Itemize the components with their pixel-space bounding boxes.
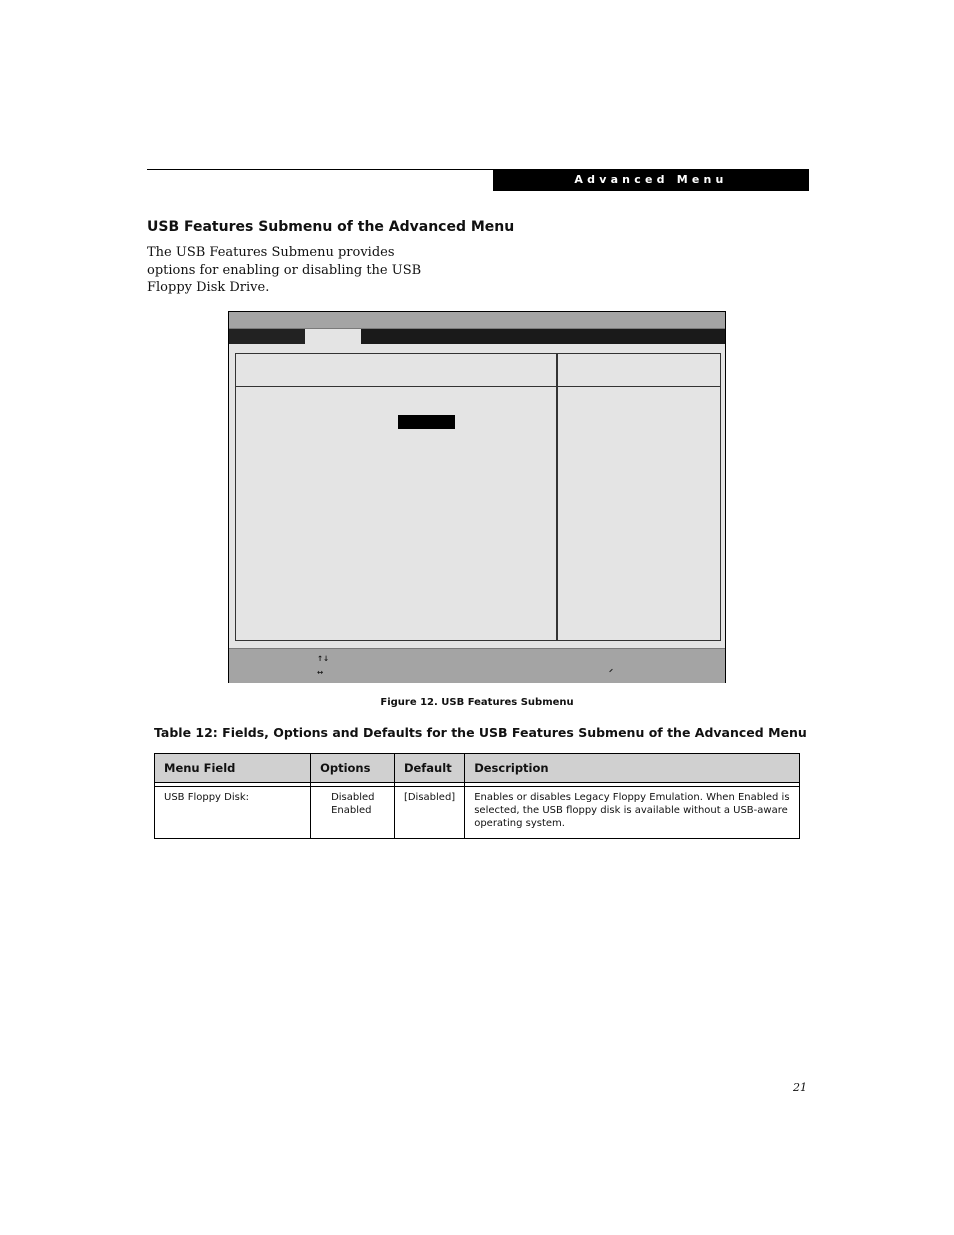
column-header-description: Description bbox=[465, 754, 800, 783]
table-title: Table 12: Fields, Options and Defaults for the USB Features Submenu of the Advanced Menu bbox=[154, 725, 807, 740]
column-header-options: Options bbox=[311, 754, 395, 783]
option-disabled: Disabled bbox=[331, 792, 375, 803]
bios-main-panel bbox=[235, 353, 557, 641]
intro-paragraph: The USB Features Submenu provides options for enabling or disabling the USB Floppy Disk Drive. bbox=[147, 245, 422, 295]
figure-caption: Figure 12. USB Features Submenu bbox=[380, 697, 574, 708]
header-rule bbox=[147, 169, 493, 170]
updown-arrows-icon: ↑↓ bbox=[317, 653, 330, 664]
fields-table bbox=[154, 753, 800, 839]
bios-footer bbox=[229, 648, 725, 683]
cell-description: Enables or disables Legacy Floppy Emulation. When Enabled is selected, the USB floppy disk is available without a USB-aware operating system. bbox=[465, 787, 800, 839]
bios-main-panel-header bbox=[235, 353, 556, 387]
section-title: USB Features Submenu of the Advanced Menu bbox=[147, 219, 515, 235]
running-header-tab: Advanced Menu bbox=[493, 169, 809, 191]
table-row bbox=[155, 787, 800, 839]
bios-screenshot bbox=[228, 311, 726, 683]
tick-mark-icon bbox=[609, 669, 613, 673]
cell-options bbox=[311, 787, 395, 839]
bios-title-bar bbox=[229, 312, 725, 329]
bios-help-panel-header bbox=[557, 353, 720, 387]
page-number: 21 bbox=[793, 1081, 807, 1094]
column-header-default: Default bbox=[394, 754, 464, 783]
column-header-menu-field: Menu Field bbox=[155, 754, 311, 783]
bios-menu-item-active bbox=[305, 329, 361, 344]
cell-default: [Disabled] bbox=[394, 787, 464, 839]
cell-menu-field: USB Floppy Disk: bbox=[155, 787, 311, 839]
bios-selected-value-highlight bbox=[398, 415, 455, 429]
option-enabled: Enabled bbox=[331, 805, 372, 816]
bios-help-panel bbox=[557, 353, 721, 641]
table-header-row bbox=[155, 754, 800, 783]
bios-menu-item-left bbox=[229, 329, 305, 344]
leftright-arrows-icon: ↔ bbox=[317, 667, 324, 678]
